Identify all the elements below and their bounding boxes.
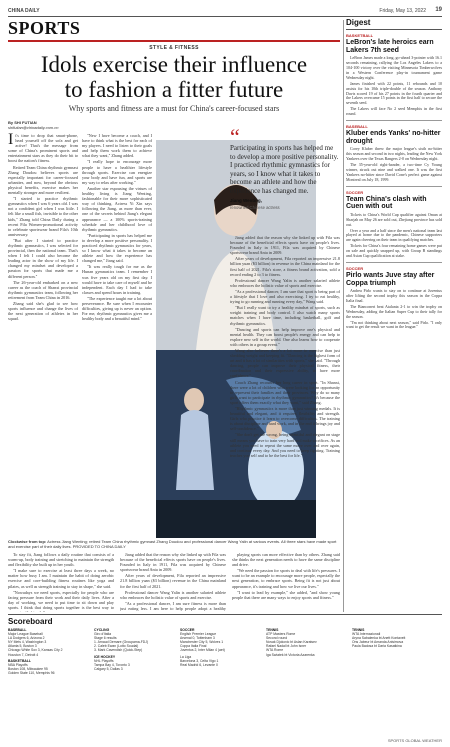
byline-email: shifutian@chinadaily.com.cn (8, 125, 59, 130)
scoreboard-column (8, 628, 90, 736)
paragraph: James finished with 22 points, 11 rebounds and 10 assists for his 10th triple-double of the season. Anthony Davis scored 19 of his 27 points in the fourth quarter and the Lakers overcame 15 points in the first half to secure the seventh seed. (346, 80, 442, 106)
scoreboard-column (352, 628, 442, 736)
paragraph: "I started to practice rhythmic gymnastics when I was 6 years old. I was not a confident girl when I was little. I felt like a small fish, invisible to the other kids," Zhang told China Daily during a recent Fila Women-promotional activity to celebrate sportswear brand Fila's 10th anniversary. (8, 196, 78, 237)
score-line: ATP Masters Rome (266, 632, 296, 637)
article-column-6 (232, 552, 340, 612)
digest-column (346, 18, 442, 613)
quote-role: renowned Chinese actress (230, 204, 280, 210)
score-line: English Premier League (180, 632, 217, 637)
score-line: Juventus 2, Inter Milan 4 (aet) (180, 648, 225, 653)
digest-title: Pirlo wants Juve stay after Coppa triumph (346, 271, 435, 287)
score-line: WTA Internazionali (352, 632, 381, 637)
paragraph: Wang also believes there's a lot more to exercise than just shedding weight and keeping fit. "Dancing is the highest form of art and it has a lot of similarities with sports," she said. "Through dancing, people can improve their physical fitness, their coordination and their expressive ability, to have more confidence." (230, 347, 340, 379)
column-divider (343, 20, 344, 612)
score-line: Giro d'Italia (94, 632, 112, 637)
article-column-2 (82, 133, 152, 538)
score-line: NHL Playoffs (94, 658, 114, 663)
score-line: Boston 108, Milwaukee 95 (8, 666, 48, 671)
byline (8, 120, 58, 130)
paragraph: "Participating in sports has helped me to develop a more positive personality. I practiced rhythmic gymnastics for years, so I know what it takes to become an athlete and how the experience has changed me," Jiang said. (82, 232, 152, 264)
scoreboard-rule (8, 614, 442, 615)
paragraph: "As a professional dancer, I am sure that sport is being part of a lifestyle that I love and also exercising. I try to eat healthy, trying to go running and running every day," Wang said. (230, 288, 340, 305)
quote-mark-icon: “ (230, 124, 240, 149)
score-line: Major League Baseball (8, 632, 43, 637)
paragraph: To stay fit, Jiang follows a daily routine that consists of a warm-up, body training and stretching to maintain the strength and flexibility she built up in her youth. (8, 552, 114, 568)
drop-cap: I (8, 133, 14, 148)
paragraph: "Rhythmic gymnastics is more than just winning medals. It is beautiful and elegant, and it requires flexibility and strength. Girls who practice it learn to overcome difficulties. The training is about discipline and hard work, and in the end it brings joy and self-confidence." (230, 406, 340, 432)
paragraph: "But I really want to try a healthy mindset of sports, such as weight training and body control. I also watch many sports matches when I have time, including basketball, golf and rhythmic gymnastics. (230, 305, 340, 326)
score-heading: CYCLING (94, 628, 110, 632)
article-kicker: STYLE & FITNESS (149, 45, 199, 51)
score-line: Coppa Italia Final (180, 644, 207, 649)
paragraph: Retired Team China rhythmic gymnast Zhang Doudou believes sports are especially important for career-focused urbanites, and now, beyond the obvious physical benefits, exercise makes her mentally stronger and more resilient. (8, 164, 78, 196)
paragraph: Another star espousing the virtues of healthy living is Jiang Wenting, fashionable for their more sophisticated way of thinking. Actress Yi Xin says following the Jiang, as more than ever, one of the secrets behind Jiang's elegant appearance — a 100% sports-training schedule and her childhood love of rhythmic gymnastics. (82, 185, 152, 232)
score-line: Tampa Bay 4, Toronto 3 (94, 662, 130, 667)
digest-title: Team China's clash with Cuen with out (346, 195, 427, 211)
paragraph: Jiang added that the reason why she linked up with Fila was because of the beneficial effects sports have on people's lives. Founded in Italy in 1911, Fila was acquired by Chinese sportswear brand Anta in 2009. (120, 552, 226, 573)
section-title: SPORTS (8, 18, 81, 38)
paragraph: "As a professional dancer, I am sure fitness is more than just eating less. I am here to help people adopt a healthy (120, 600, 226, 611)
digest-kicker: SOCCER (346, 189, 364, 195)
score-heading: BASEBALL (8, 628, 27, 632)
scoreboard-column (266, 628, 348, 736)
digest-divider (346, 186, 442, 187)
score-line: Barcelona 3, Celta Vigo 1 (180, 658, 219, 663)
digest-divider (346, 120, 442, 121)
paragraph: "She don't get me wrong, being beautiful and elegant on stage still means you have to train very hard and make sacrifices. As an athlete you need to repeat the same move over and over again, and continue every day. And you need to keep fighting. Training teaches you self and to be the best for life." (230, 432, 340, 458)
article-headline (8, 52, 340, 102)
score-line: Manchester City 5, Wolves 1 (180, 640, 224, 645)
issue-date: Friday, May 13, 2022 (379, 8, 426, 14)
article-deck: Why sports and fitness are a must for China's career-focused stars (68, 104, 280, 113)
headline-line: Idols exercise their influence (40, 52, 308, 77)
score-heading: SOCCER (180, 628, 195, 632)
digest-item (346, 124, 442, 183)
pull-quote (230, 124, 340, 212)
paragraph: "But after I started to practice rhythmic gymnastics, I was selected for provincial, then the national team. That's when I felt I could also become the leading actor in the show of my life. I changed my mindset and developed a passion for sports that made me a different person." (8, 237, 78, 279)
paragraph: After years of development, Fila reported an impressive 21.8 billion yuan ($3 billion) in revenue in the China mainland for the first half of 2021. Fila's store, a fitness brand activation, sold a record ending 2 to 3 to fitness. (230, 256, 340, 277)
score-line: NBA Playoffs (8, 662, 28, 667)
quote-attribution: Jiang Wenting, (230, 198, 262, 203)
digest-item (346, 190, 442, 259)
score-line: 2. Caleb Ewan (Lotto Soudal) (94, 644, 139, 649)
score-line: Iga Swiatek bt Victoria Azarenka (266, 652, 315, 657)
score-heading: BASKETBALL (8, 658, 31, 663)
score-line: Calgary 5, Dallas 3 (94, 666, 123, 671)
score-line: Arsenal 0, Tottenham 3 (180, 636, 215, 641)
article-column-1 (8, 133, 78, 538)
paragraph: playing sports can more effective than by others. Zhang said she thinks the next generation needs to have the same discipline and drive. (232, 552, 340, 568)
score-line: 3. Mark Cavendish (Quick-Step) (94, 648, 143, 653)
paragraph: "I want to lead by example," she added, "and show young people that there are many ways to enjoy sports and fitness." (232, 589, 340, 600)
score-line: Golden State 110, Memphis 96 (8, 670, 55, 675)
digest-divider (346, 262, 442, 263)
paragraph: t's time to drop that smart-phone, head yourself off the sofa and get active! That's the message from some of China's prominent sports and entertainment stars as they do their bit to boost the nation's fitness. (8, 133, 78, 164)
paragraph: Coach Zhang recounts her long career in sport. "In Shanxi, there were a lot of children who were looking for an opportunity to represent their families and their provinces. Why do so many girls want to participate in rhythmic gymnastics? It's because the sport offers them exactly what they want," said Zhang. (230, 379, 340, 405)
digest-kicker: BASEBALL (346, 124, 368, 130)
digest-body (346, 56, 442, 117)
paragraph: "We need the passion for sports to deal with life's pressures. I want to be an example to encourage more people, especially the next generation, to embrace sports. Being fit is not just about appearance, it's training and how we live our lives." (232, 568, 340, 589)
article-column-5 (230, 235, 340, 535)
score-line: Novak Djokovic bt Aslan Karatsev (266, 640, 317, 645)
paragraph: Professional dancer Wang Yalin is another salaried athlete who embraces the holistic value of sports and exercise. (230, 277, 340, 288)
paragraph: "I make sure to exercise at least three days a week, no matter how busy I am. I maintain the habit of doing aerobic exercise and core-building fitness routines like yoga and pilates, as well as strength training to stay in shape," she said. (8, 568, 114, 589)
caption-label: Clockwise from top: (8, 539, 47, 544)
section-rule (8, 40, 340, 42)
score-line: Stage 6 results (94, 636, 117, 641)
digest-kicker: BASKETBALL (346, 33, 374, 38)
paragraph: "I really hope to encourage more people to have a healthier lifestyle through sports. Exercise can energize your body and have fun, and sports are my way to relax after working." (82, 159, 152, 185)
paragraph: Jiang added that the reason why she linked up with Fila was because of the beneficial effects sports have on people's lives. Founded in Italy in 1911, Fila was acquired by Chinese sportswear brand Anta in 2009. (230, 235, 340, 256)
score-line: Atlanta 5, Boston 3 (8, 644, 37, 649)
paragraph: LeBron James made a long, go-ahead 3-pointer with 16.1 seconds remaining, rallying the Los Angeles Lakers to a 104-100 victory over the visiting Minnesota Timberwolves in a Western Conference play-in tournament game Wednesday night. (346, 55, 442, 80)
score-line: La Liga (180, 654, 192, 659)
digest-item (346, 266, 442, 330)
score-line: Second round (266, 636, 288, 641)
digest-item (346, 33, 442, 117)
score-heading: TENNIS (352, 628, 365, 632)
headline-line: to fashion a fitter future (64, 77, 284, 102)
digest-kicker: SOCCER (346, 265, 364, 271)
paragraph: Tickets to China's World Cup qualifier against Oman at Sharjah on May 26 are sold out, Zhejiang province has sold out. (346, 211, 442, 227)
page-footer: SPORTS GLOBAL WEATHER (387, 738, 442, 743)
score-heading: TENNIS (266, 628, 279, 632)
score-line: WTA Rome (266, 648, 284, 653)
article-column-3 (8, 552, 114, 612)
article-column-4 (120, 552, 226, 612)
top-rule (8, 16, 442, 17)
score-line: 1. Arnaud Demare (Groupama-FDJ) (94, 640, 149, 645)
score-line: Ons Jabeur bt Amanda Anisimova (352, 640, 404, 645)
scoreboard-column (94, 628, 176, 736)
score-line: Real Madrid 6, Levante 0 (180, 662, 218, 667)
paragraph: Zhang said she's glad to see how sports influence and change the lives of the next generation of athletes in her squad. (8, 301, 78, 322)
brand-name: CHINA DAILY (8, 8, 40, 14)
paragraph: After years of development, Fila reported an impressive 21.8 billion yuan ($3 billion) revenue in the China mainland for the first half of 2021. (120, 573, 226, 589)
score-line: Paula Badosa bt Daria Kasatkina (352, 644, 402, 649)
caption-text: Actress Jiang Wenting; retired Team China rhythmic gymnast Zhang Doudou and professional dancer Wang Yalin at various events. All three stars have made sport and exercise part of their daily lives. PROVIDED TO CHINA DAILY (8, 539, 337, 549)
paragraph: Professional dancer Wang Yalin is another salaried athlete who embraces the holistic value of sports and exercise. (120, 589, 226, 600)
digest-title: Kluber ends Yanks' no-hitter drought (346, 130, 441, 145)
photo-caption (8, 540, 340, 550)
digest-body (346, 147, 442, 182)
paragraph: "The experience taught me a lot about perseverance. Be sure when I encounter difficulties, giving up is never an option. For me, rhythmic gymnastics gives me a healthy body and a beautiful mind." (82, 295, 152, 322)
score-line: Houston 7, Detroit 4 (8, 652, 39, 657)
paragraph: The Bianconeri beat Atalanta 2-1 to win the trophy on Wednesday, adding the Italian Super Cup to their tally for the season. (346, 303, 442, 319)
quote-text: Participating in sports has helped me to develop a more positive personality. I practiced rhythmic gymnastics for years, so I know what it takes to become an athlete and how the experience has changed me. (230, 144, 339, 195)
byline-name: By SHI FUTIAN (8, 120, 37, 125)
paragraph: "It was really tough for me as the Hunan gymnastics team. I remember I was five years old on my first day. I would have to take care of myself and be independent. Each day I had to take classes and spend hours in training. (82, 264, 152, 295)
score-line: Chicago White Sox 3, Kansas City 2 (8, 648, 63, 653)
score-line: NY Mets 4, Washington 3 (8, 640, 47, 645)
score-line: Rafael Nadal bt John Isner (266, 644, 307, 649)
masthead-bar (8, 6, 442, 16)
paragraph: "New I have become a coach, and I have to think what is the best for each of my players. I need to listen to their goals and help them work them to achieve what they want," Zhang added. (82, 133, 152, 159)
page-number: 19 (435, 7, 442, 13)
paragraph: "Nowadays we need sports, especially for people who are facing pressure from their work and their daily lives. After a day of working, we need to put time to sit down and play sports. I think that doing sports together is the best way to (8, 589, 114, 610)
paragraph: Andrea Pirlo wants to stay on to continue at Juventus after lifting the second trophy this season in the Coppa Italia final. (346, 288, 442, 303)
digest-title: LeBron's late heroics earn Lakers 7th seed (346, 39, 434, 54)
scoreboard-title: Scoreboard (8, 617, 53, 626)
score-line: Aryna Sabalenka bt Anett Kontaveit (352, 636, 406, 641)
scoreboard-column (180, 628, 262, 736)
digest-body (346, 289, 442, 330)
paragraph: Tickets for China's four remaining home games were put on sale and quickly snapped up, with Group B standings and Asian Cup qualification at stake. (346, 243, 442, 259)
paragraph: The Lakers will face No 2 seed Memphis in the first round. (346, 106, 442, 117)
paragraph: Over a year and a half since the men's national team last played at home due to the pandemic, Chinese supporters are again cheering on their team in qualifying matches. (346, 227, 442, 243)
score-line: LA Dodgers 6, Arizona 2 (8, 636, 45, 641)
paragraph: "I'm not thinking about next season," said Pirlo. "I only want to get the result we want in the league." (346, 319, 442, 330)
paragraph: "Dancing and sports can help improve one's physical and mental health. They can boost people's energy and can help to explore new self in the world. One also learns how to cooperate with others in a group event." (230, 326, 340, 347)
paragraph: Corey Kluber threw the major league's sixth no-hitter this season and second in two nights, leading the New York Yankees over the Texas Rangers 2-0 on Wednesday night. (346, 146, 442, 162)
digest-body (346, 213, 442, 259)
paragraph: The 26-year-old embarked on a new career as the coach of Shanxi provincial rhythmic gymnastics team, following her retirement from Team China in 2016. (8, 279, 78, 300)
digest-header: Digest (346, 18, 442, 30)
score-heading: ICE HOCKEY (94, 654, 116, 659)
paragraph: The 35-year-old right-hander, a two-time Cy Young winner, struck out nine and walked one. It was the first Yankees no-hitter since David Cone's perfect game against Montreal on July 18, 1999. (346, 161, 442, 182)
